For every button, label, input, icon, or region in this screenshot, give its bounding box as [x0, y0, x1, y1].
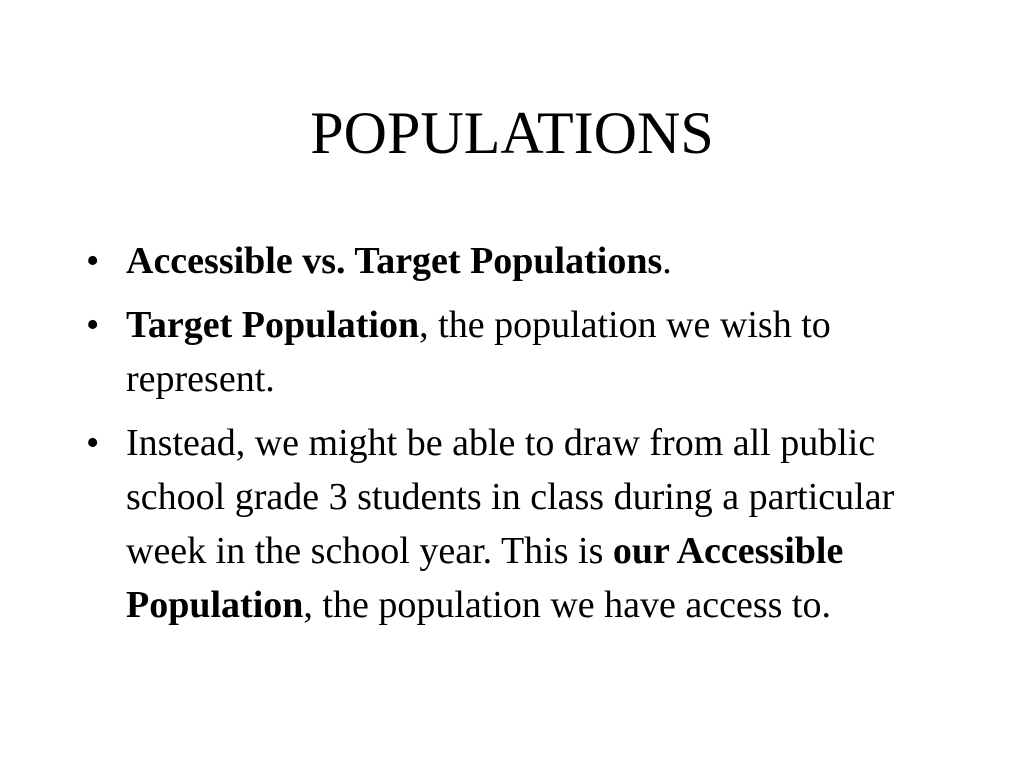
bullet-bold-text: our Accessible Population — [126, 530, 844, 626]
bullet-marker: • — [86, 304, 100, 346]
bullet-list — [86, 234, 946, 642]
slide-title: POPULATIONS — [310, 100, 714, 166]
bullet-bold-text: Target Population — [126, 304, 420, 346]
bullet-text: . — [662, 240, 672, 282]
bullet-item — [86, 416, 946, 632]
bullet-marker: • — [86, 240, 100, 282]
bullet-bold-text: Accessible vs. Target Populations — [126, 240, 663, 282]
bullet-item — [86, 298, 946, 406]
bullet-item — [86, 234, 946, 288]
bullet-text: , the population we have access to. — [303, 584, 831, 626]
bullet-text: , the population we wish to represent. — [126, 304, 831, 400]
bullet-marker: • — [86, 422, 100, 464]
bullet-text: Instead, we might be able to draw from all public school grade 3 students in class during a particular week in the school year. This is — [126, 422, 895, 572]
